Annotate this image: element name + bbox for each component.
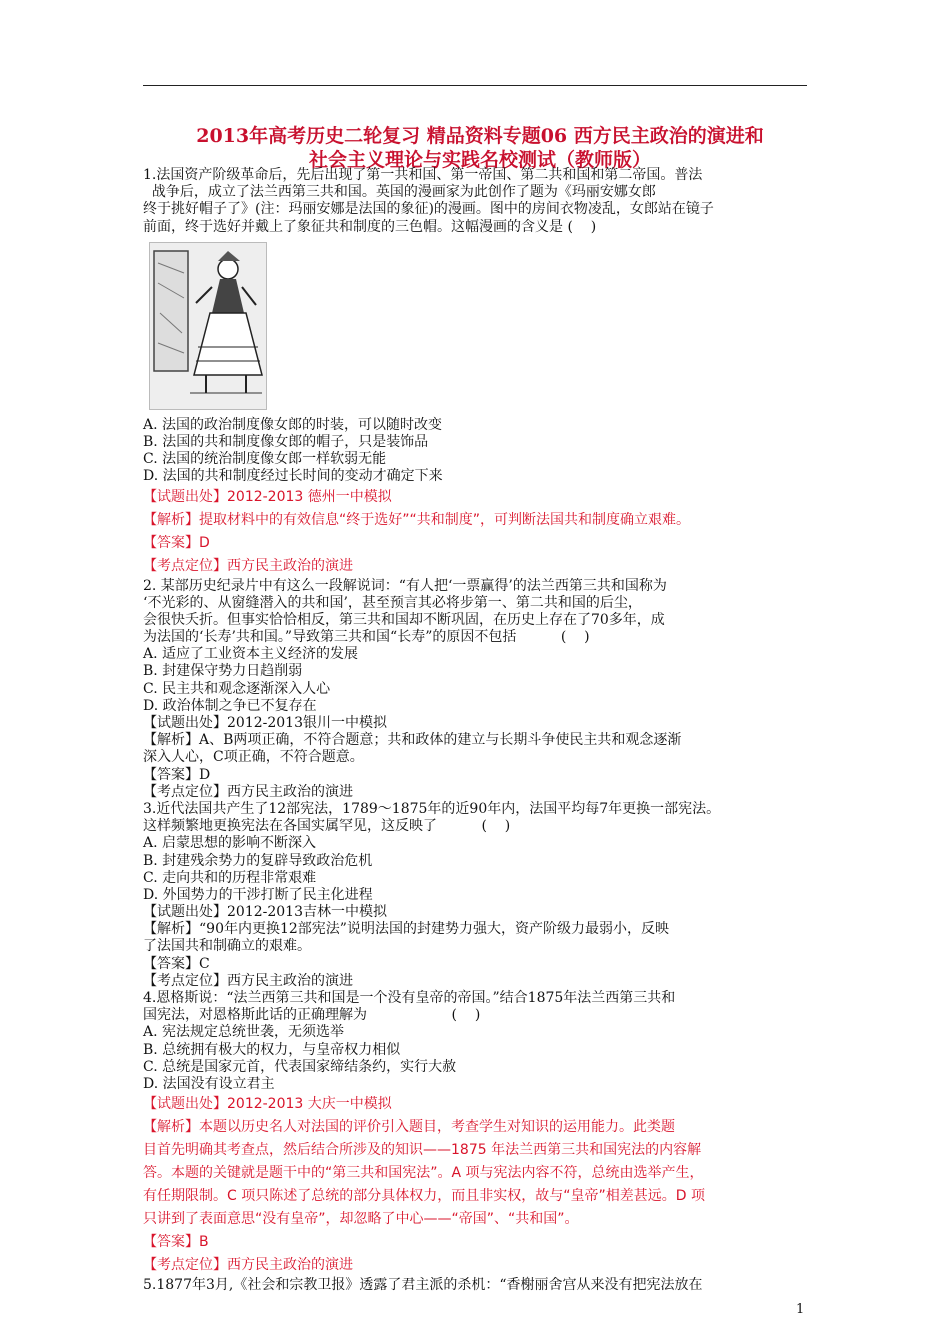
q3-answer: 【答案】C (143, 955, 210, 972)
q2-stem-line: 为法国的‘长寿’共和国。”导致第三共和国“长寿”的原因不包括 ( ) (143, 629, 590, 646)
q1-answer: 【答案】D (143, 534, 210, 551)
q3-analysis-line: 【解析】“90年内更换12部宪法”说明法国的封建势力强大，资产阶级力最弱小，反映 (143, 921, 669, 938)
q4-option-b: B. 总统拥有极大的权力，与皇帝权力相似 (143, 1041, 401, 1058)
q1-analysis: 【解析】提取材料中的有效信息“终于选好”“共和制度”，可判断法国共和制度确立艰难。 (143, 511, 691, 528)
q4-analysis-line: 目首先明确其考查点，然后结合所涉及的知识——1875 年法兰西第三共和国宪法的内容解 (143, 1142, 702, 1159)
marianne-cartoon-image (149, 242, 267, 410)
q1-option-d: D. 法国的共和制度经过长时间的变动才确定下来 (143, 468, 443, 485)
q1-stem-line: 战争后，成立了法兰西第三共和国。英国的漫画家为此创作了题为《玛丽安娜女郎 (143, 184, 656, 201)
q2-stem-line: 2. 某部历史纪录片中有这么一段解说词：“有人把‘一票赢得’的法兰西第三共和国称为 (143, 577, 667, 594)
q4-stem-line: 4.恩格斯说：“法兰西第三共和国是一个没有皇帝的帝国。”结合1875年法兰西第三共和 (143, 990, 676, 1006)
q1-stem-line: 前面，终于选好并戴上了象征共和制度的三色帽。这幅漫画的含义是 ( ) (143, 218, 597, 235)
q3-topic: 【考点定位】西方民主政治的演进 (143, 972, 353, 989)
q3-option-a: A. 启蒙思想的影响不断深入 (143, 835, 317, 852)
page-number: 1 (796, 1302, 805, 1317)
title-line-1: 2013年高考历史二轮复习 精品资料专题06 西方民主政治的演进和 (196, 125, 764, 147)
q3-stem-line: 3.近代法国共产生了12部宪法，1789～1875年的近90年内，法国平均每7年更换一部宪法。 (143, 800, 721, 817)
q2-stem-line: 会很快夭折。但事实恰恰相反，第三共和国却不断巩固，在历史上存在了70多年，成 (143, 611, 665, 628)
q2-stem-line: ‘不光彩的、从窗缝潜入的共和国’，甚至预言其必将步第一、第二共和国的后尘， (143, 594, 642, 611)
q1-stem-line: 终于挑好帽子了》(注：玛丽安娜是法国的象征)的漫画。图中的房间衣物凌乱，女郎站在镜子 (143, 201, 714, 218)
q4-analysis-line: 答。本题的关键就是题干中的“第三共和国宪法”。A 项与宪法内容不符，总统由选举产生， (143, 1165, 704, 1182)
q3-option-b: B. 封建残余势力的复辟导致政治危机 (143, 852, 373, 869)
q1-source: 【试题出处】2012-2013 德州一中模拟 (143, 488, 392, 505)
q2-option-b: B. 封建保守势力日趋削弱 (143, 663, 303, 680)
q2-analysis-line: 深入人心，C项正确，不符合题意。 (143, 749, 364, 766)
q5-stem-line: 5.1877年3月,《社会和宗教卫报》透露了君主派的杀机：“香榭丽舍宫从来没有把宪法放在 (143, 1277, 703, 1294)
q4-answer: 【答案】B (143, 1234, 209, 1251)
q3-option-c: C. 走向共和的历程非常艰难 (143, 869, 317, 886)
q1-option-a: A. 法国的政治制度像女郎的时装，可以随时改变 (143, 416, 443, 433)
q4-option-d: D. 法国没有设立君主 (143, 1075, 275, 1092)
q3-analysis-line: 了法国共和制确立的艰难。 (143, 938, 311, 955)
document-body (143, 167, 823, 1294)
q4-analysis-line: 只讲到了表面意思“没有皇帝”，却忽略了中心——“帝国”、“共和国”。 (143, 1211, 579, 1228)
q2-source: 【试题出处】2012-2013银川一中模拟 (143, 715, 387, 731)
q4-topic: 【考点定位】西方民主政治的演进 (143, 1257, 353, 1274)
title-line-2: 社会主义理论与实践名校测试（教师版） (308, 149, 651, 171)
q2-option-a: A. 适应了工业资本主义经济的发展 (143, 646, 359, 663)
q1-option-b: B. 法国的共和制度像女郎的帽子，只是装饰品 (143, 433, 429, 450)
header-rule (143, 85, 807, 86)
q2-option-d: D. 政治体制之争已不复存在 (143, 697, 317, 714)
q2-analysis-line: 【解析】A、B两项正确，不符合题意；共和政体的建立与长期斗争使民主共和观念逐渐 (143, 732, 682, 749)
document-title (140, 124, 820, 172)
q3-stem-line: 这样频繁地更换宪法在各国实属罕见，这反映了 ( ) (143, 818, 511, 835)
q4-option-c: C. 总统是国家元首，代表国家缔结条约，实行大赦 (143, 1058, 457, 1075)
q4-option-a: A. 宪法规定总统世袭，无须选举 (143, 1024, 345, 1041)
q2-answer: 【答案】D (143, 766, 211, 783)
q3-source: 【试题出处】2012-2013吉林一中模拟 (143, 904, 387, 921)
q3-option-d: D. 外国势力的干涉打断了民主化进程 (143, 886, 373, 903)
q4-analysis-line: 有任期限制。C 项只陈述了总统的部分具体权力，而且非实权，故与“皇帝”相差甚远。D 项 (143, 1188, 705, 1205)
q4-stem-line: 国宪法，对恩格斯此话的正确理解为 ( ) (143, 1007, 481, 1024)
q2-option-c: C. 民主共和观念逐渐深入人心 (143, 680, 331, 697)
q1-option-c: C. 法国的统治制度像女郎一样软弱无能 (143, 451, 387, 468)
q1-topic: 【考点定位】西方民主政治的演进 (143, 557, 353, 574)
q1-figure-area (143, 236, 823, 417)
q2-topic: 【考点定位】西方民主政治的演进 (143, 783, 353, 800)
q4-source: 【试题出处】2012-2013 大庆一中模拟 (143, 1096, 392, 1113)
q1-stem-line: 1.法国资产阶级革命后，先后出现了第一共和国、第一帝国、第二共和国和第二帝国。普法 (143, 167, 703, 183)
q4-analysis-line: 【解析】本题以历史名人对法国的评价引入题目，考查学生对知识的运用能力。此类题 (143, 1119, 675, 1136)
